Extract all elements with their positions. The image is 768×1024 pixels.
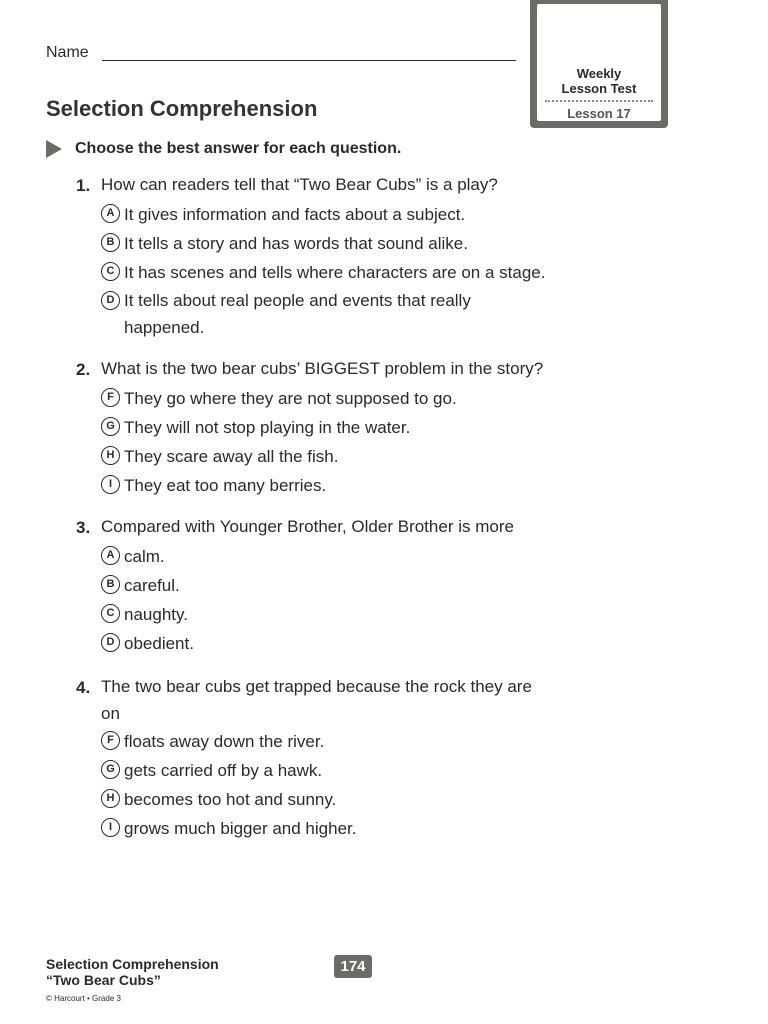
answer-bubble[interactable]: G	[101, 417, 120, 436]
answer-bubble[interactable]: H	[101, 446, 120, 465]
name-label: Name	[46, 44, 89, 61]
question-number: 4.	[76, 678, 91, 697]
page-title: Selection Comprehension	[46, 96, 318, 121]
answer-text: naughty.	[124, 605, 188, 624]
question-text: What is the two bear cubs’ BIGGEST problem in the story?	[101, 359, 544, 378]
answer-text: They scare away all the fish.	[124, 447, 339, 466]
answer-text: It tells about real people and events that really happened.	[124, 291, 471, 337]
answer-choice[interactable]	[101, 629, 636, 658]
question-number: 1.	[76, 176, 91, 195]
answer-bubble[interactable]: B	[101, 233, 120, 252]
answer-bubble[interactable]: H	[101, 789, 120, 808]
answer-choice[interactable]	[101, 287, 636, 341]
answer-text: They eat too many berries.	[124, 476, 327, 495]
answer-bubble[interactable]: I	[101, 818, 120, 837]
footer-section: Selection Comprehension	[46, 956, 219, 972]
answer-choice[interactable]	[101, 442, 636, 471]
answer-choice[interactable]	[101, 471, 636, 500]
question-text: Compared with Younger Brother, Older Brother is more	[101, 517, 514, 536]
answer-bubble[interactable]: D	[101, 633, 120, 652]
answer-bubble[interactable]: F	[101, 388, 120, 407]
answer-choice[interactable]	[101, 542, 636, 571]
page-number: 174	[334, 955, 372, 978]
answer-text: gets carried off by a hawk.	[124, 761, 323, 780]
question-text: How can readers tell that “Two Bear Cubs” is a play?	[101, 175, 498, 194]
footer-copyright: © Harcourt • Grade 3	[46, 994, 121, 1003]
footer	[46, 956, 219, 1007]
answer-choice[interactable]	[101, 413, 636, 442]
answer-text: obedient.	[124, 634, 194, 653]
answer-text: grows much bigger and higher.	[124, 819, 357, 838]
answer-choice[interactable]	[101, 229, 636, 258]
answer-text: They will not stop playing in the water.	[124, 418, 411, 437]
answer-bubble[interactable]: F	[101, 731, 120, 750]
question-3	[76, 513, 636, 658]
answer-choice[interactable]	[101, 785, 636, 814]
answer-bubble[interactable]: C	[101, 604, 120, 623]
answer-text: It gives information and facts about a subject.	[124, 205, 466, 224]
arrow-icon	[46, 140, 62, 158]
answer-text: careful.	[124, 576, 180, 595]
answer-bubble[interactable]: B	[101, 575, 120, 594]
lesson-box-inner	[537, 4, 661, 121]
question-number: 2.	[76, 360, 91, 379]
question-text: The two bear cubs get trapped because the rock they are on	[101, 677, 532, 723]
answer-choice[interactable]	[101, 600, 636, 629]
answer-text: becomes too hot and sunny.	[124, 790, 337, 809]
answer-bubble[interactable]: I	[101, 475, 120, 494]
question-2	[76, 355, 636, 500]
answer-choice[interactable]	[101, 814, 636, 843]
lesson-box-line2: Lesson Test	[561, 81, 637, 96]
answer-choice[interactable]	[101, 258, 636, 287]
answer-bubble[interactable]: D	[101, 291, 120, 310]
answer-choice[interactable]	[101, 571, 636, 600]
answer-choice[interactable]	[101, 756, 636, 785]
answer-text: It tells a story and has words that sound alike.	[124, 234, 468, 253]
answer-bubble[interactable]: A	[101, 546, 120, 565]
lesson-number: Lesson 17	[567, 106, 631, 121]
lesson-box-weekly	[537, 66, 661, 96]
instructions	[46, 140, 401, 158]
answer-choice[interactable]	[101, 200, 636, 229]
question-1	[76, 171, 636, 341]
lesson-box-line1: Weekly	[576, 66, 622, 81]
answer-text: calm.	[124, 547, 165, 566]
answer-bubble[interactable]: A	[101, 204, 120, 223]
footer-story: “Two Bear Cubs”	[46, 972, 161, 988]
answer-bubble[interactable]: C	[101, 262, 120, 281]
question-4	[76, 673, 636, 843]
dotted-divider	[545, 100, 653, 102]
lesson-box	[530, 0, 668, 128]
answer-text: They go where they are not supposed to go.	[124, 389, 457, 408]
answer-bubble[interactable]: G	[101, 760, 120, 779]
answer-text: floats away down the river.	[124, 732, 325, 751]
question-number: 3.	[76, 518, 91, 537]
name-line	[102, 60, 516, 61]
answer-choice[interactable]	[101, 384, 636, 413]
answer-text: It has scenes and tells where characters are on a stage.	[124, 263, 546, 282]
instructions-text: Choose the best answer for each question.	[75, 140, 402, 157]
answer-choice[interactable]	[101, 727, 636, 756]
